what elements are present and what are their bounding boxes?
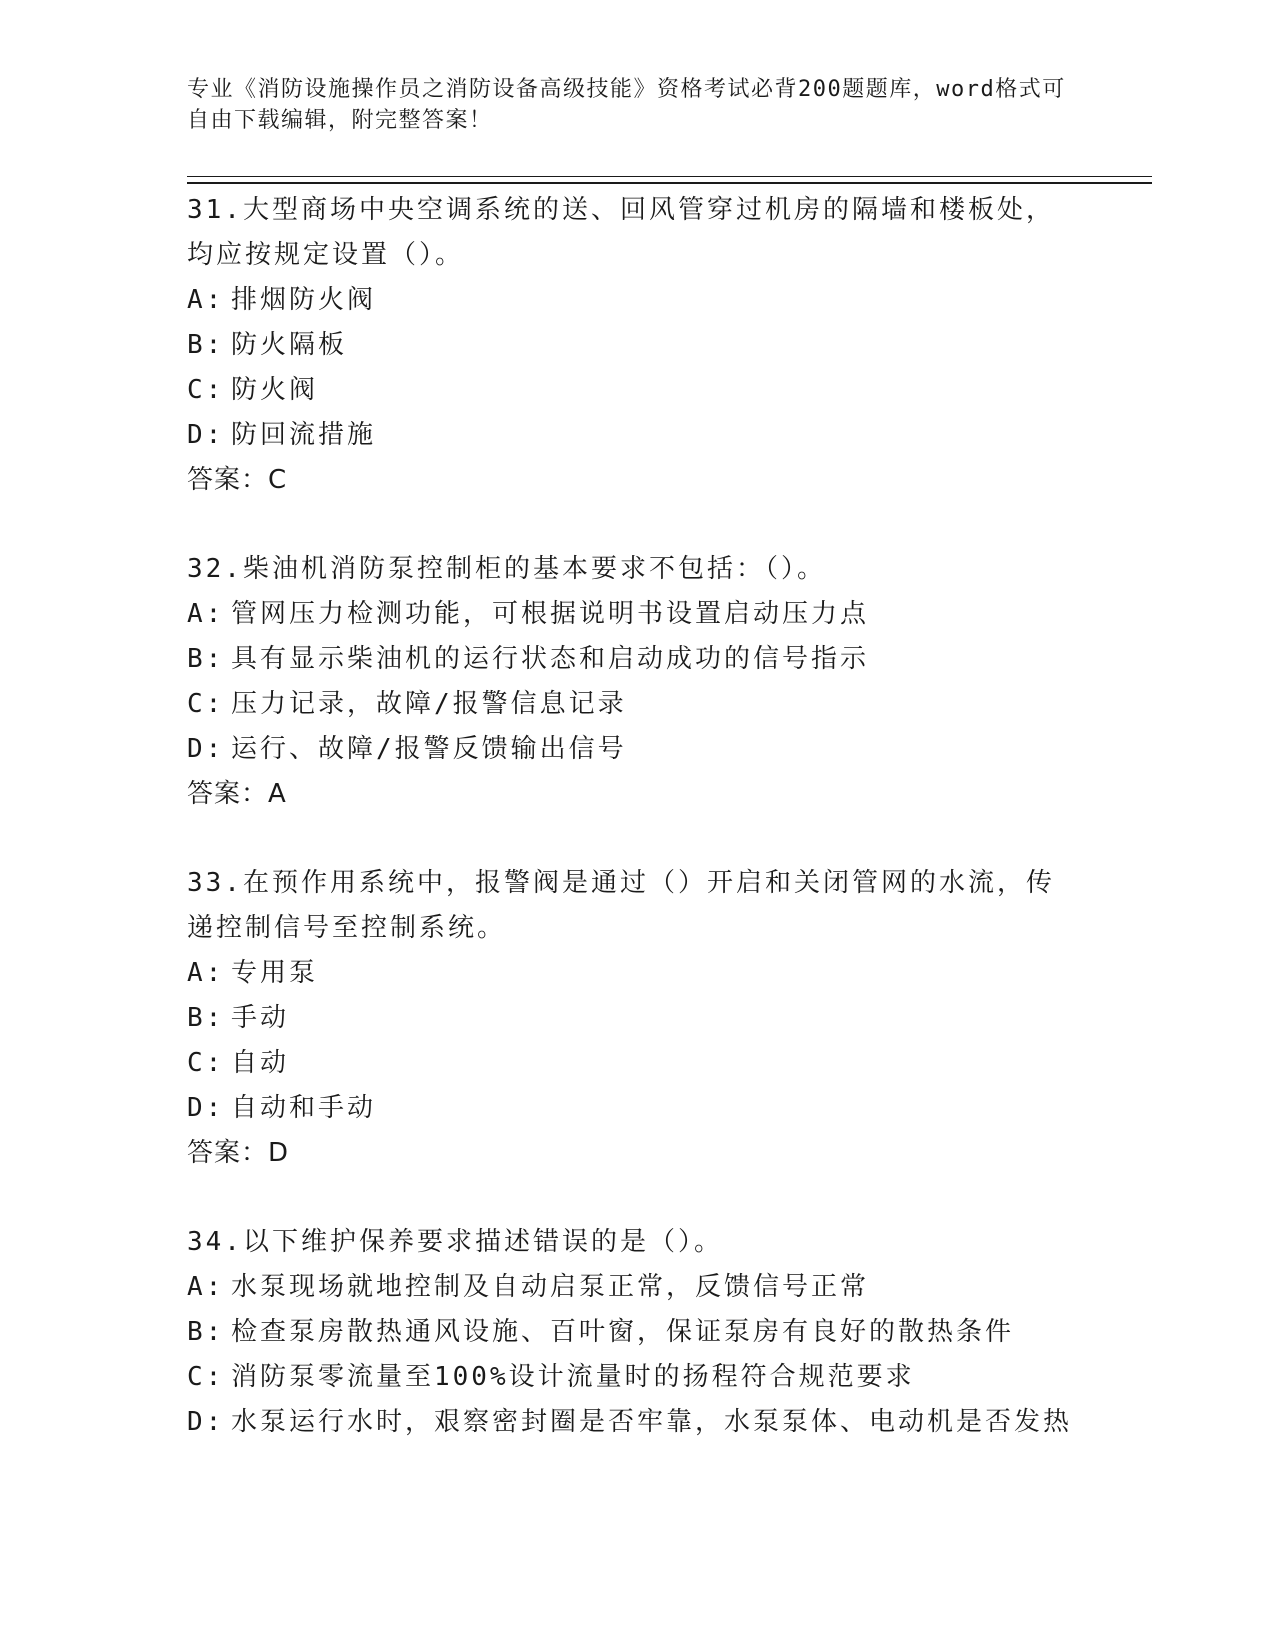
option-d — [187, 1400, 1077, 1445]
option-key: D: — [187, 734, 225, 764]
option-d — [187, 1086, 1077, 1131]
option-c — [187, 368, 1077, 413]
option-key: D: — [187, 1093, 225, 1123]
option-key: A: — [187, 599, 225, 629]
option-text: 自动 — [231, 1048, 290, 1078]
answer-line: 答案：D — [187, 1138, 290, 1168]
option-a — [187, 1265, 1077, 1310]
question-33 — [187, 861, 1077, 1176]
option-key: D: — [187, 1407, 225, 1437]
answer-line: 答案：C — [187, 465, 288, 495]
question-32 — [187, 547, 1077, 817]
option-text: 自动和手动 — [231, 1093, 377, 1123]
option-b — [187, 323, 1077, 368]
option-text: 排烟防火阀 — [231, 285, 377, 315]
answer-line: 答案：A — [187, 779, 287, 809]
option-d — [187, 413, 1077, 458]
option-text: 管网压力检测功能，可根据说明书设置启动压力点 — [231, 599, 870, 629]
question-list — [187, 188, 1077, 1489]
option-d — [187, 727, 1077, 772]
option-text: 防火隔板 — [231, 330, 348, 360]
option-text: 手动 — [231, 1003, 290, 1033]
option-c — [187, 1355, 1077, 1400]
header-divider-thick — [187, 182, 1152, 184]
option-key: B: — [187, 330, 225, 360]
option-key: C: — [187, 375, 225, 405]
option-text: 具有显示柴油机的运行状态和启动成功的信号指示 — [231, 644, 870, 674]
option-text: 运行、故障/报警反馈输出信号 — [231, 734, 627, 764]
option-b — [187, 637, 1077, 682]
question-31 — [187, 188, 1077, 503]
option-b — [187, 1310, 1077, 1355]
option-key: C: — [187, 689, 225, 719]
option-key: C: — [187, 1048, 225, 1078]
option-c — [187, 1041, 1077, 1086]
question-text: 31.大型商场中央空调系统的送、回风管穿过机房的隔墙和楼板处，均应按规定设置（）。 — [187, 195, 1055, 270]
question-text: 34.以下维护保养要求描述错误的是（）。 — [187, 1227, 723, 1257]
option-text: 水泵现场就地控制及自动启泵正常，反馈信号正常 — [231, 1272, 870, 1302]
option-key: A: — [187, 1272, 225, 1302]
option-key: D: — [187, 420, 225, 450]
question-text: 32.柴油机消防泵控制柜的基本要求不包括：（）。 — [187, 554, 826, 584]
option-key: A: — [187, 958, 225, 988]
question-34 — [187, 1220, 1077, 1445]
option-text: 防回流措施 — [231, 420, 377, 450]
question-text: 33.在预作用系统中，报警阀是通过（）开启和关闭管网的水流，传递控制信号至控制系统。 — [187, 868, 1055, 943]
option-key: B: — [187, 1003, 225, 1033]
option-b — [187, 996, 1077, 1041]
document-header: 专业《消防设施操作员之消防设备高级技能》资格考试必背200题题库，word格式可自由下载编辑，附完整答案！ — [187, 77, 1066, 133]
option-text: 检查泵房散热通风设施、百叶窗，保证泵房有良好的散热条件 — [231, 1317, 1015, 1347]
option-text: 消防泵零流量至100%设计流量时的扬程符合规范要求 — [231, 1362, 915, 1392]
option-key: B: — [187, 644, 225, 674]
option-a — [187, 592, 1077, 637]
header-divider-thin — [187, 176, 1152, 177]
option-text: 专用泵 — [231, 958, 319, 988]
option-text: 压力记录，故障/报警信息记录 — [231, 689, 627, 719]
option-a — [187, 278, 1077, 323]
option-key: B: — [187, 1317, 225, 1347]
option-c — [187, 682, 1077, 727]
option-a — [187, 951, 1077, 996]
option-text: 防火阀 — [231, 375, 319, 405]
option-text: 水泵运行水时，艰察密封圈是否牢靠，水泵泵体、电动机是否发热 — [231, 1407, 1073, 1437]
option-key: A: — [187, 285, 225, 315]
option-key: C: — [187, 1362, 225, 1392]
